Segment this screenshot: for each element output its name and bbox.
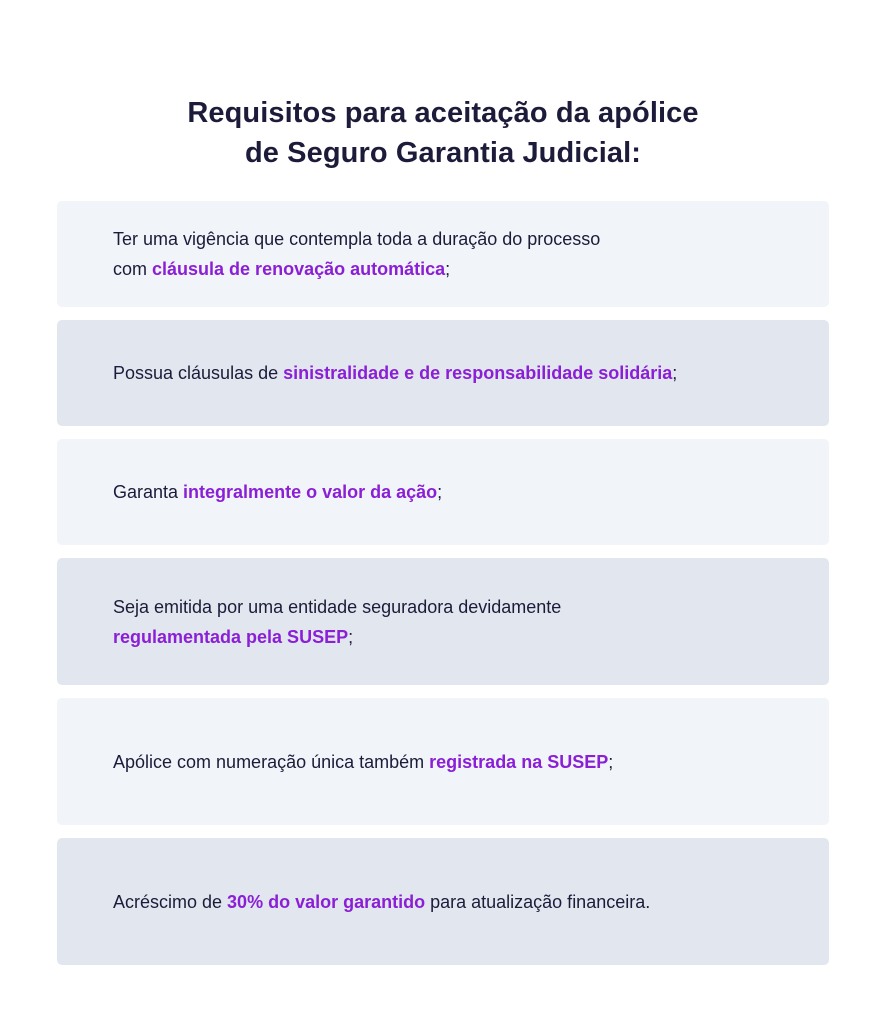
requirement-highlight: regulamentada pela SUSEP	[113, 626, 349, 647]
requirement-highlight: 30% do valor garantido	[227, 891, 426, 912]
requirement-text-suffix: ;	[445, 259, 451, 279]
requirement-text	[113, 592, 561, 652]
requirement-line: Ter uma vigência que contempla toda a duração do processo	[113, 229, 601, 249]
page-title-line-2: de Seguro Garantia Judicial:	[244, 137, 641, 170]
page-title-line-1: Requisitos para aceitação da apólice	[187, 97, 699, 130]
requirement-card-6	[57, 838, 829, 965]
requirement-card-2	[57, 320, 829, 426]
requirement-text-prefix: Garanta	[113, 482, 184, 502]
requirement-card-4	[57, 558, 829, 685]
requirement-text-prefix: Apólice com numeração única também	[113, 751, 430, 772]
requirement-card-1	[57, 201, 829, 307]
requirement-highlight: sinistralidade e de responsabilidade solidária	[283, 363, 673, 383]
requirement-highlight: registrada na SUSEP	[429, 751, 609, 772]
requirement-line	[113, 622, 561, 652]
requirement-text-suffix: ;	[348, 626, 354, 647]
requirement-text-prefix: Acréscimo de	[113, 891, 228, 912]
requirement-text	[113, 887, 650, 917]
requirement-text	[113, 358, 677, 388]
requirement-line: Seja emitida por uma entidade seguradora devidamente	[113, 596, 562, 617]
requirement-text-suffix: ;	[672, 363, 678, 383]
requirement-text-prefix: com	[113, 259, 153, 279]
requirement-line	[113, 254, 600, 284]
requirement-card-5	[57, 698, 829, 825]
requirement-highlight: integralmente o valor da ação	[183, 482, 438, 502]
requirement-text-suffix: ;	[437, 482, 443, 502]
requirement-highlight: cláusula de renovação automática	[152, 259, 446, 279]
requirement-text	[113, 477, 442, 507]
requirement-card-3	[57, 439, 829, 545]
requirement-text-suffix: ;	[608, 751, 614, 772]
requirement-text	[113, 747, 613, 777]
requirement-text	[113, 224, 600, 284]
requirement-text-suffix: para atualização financeira.	[425, 891, 651, 912]
requirement-text-prefix: Possua cláusulas de	[113, 363, 284, 383]
page-title	[0, 93, 886, 173]
